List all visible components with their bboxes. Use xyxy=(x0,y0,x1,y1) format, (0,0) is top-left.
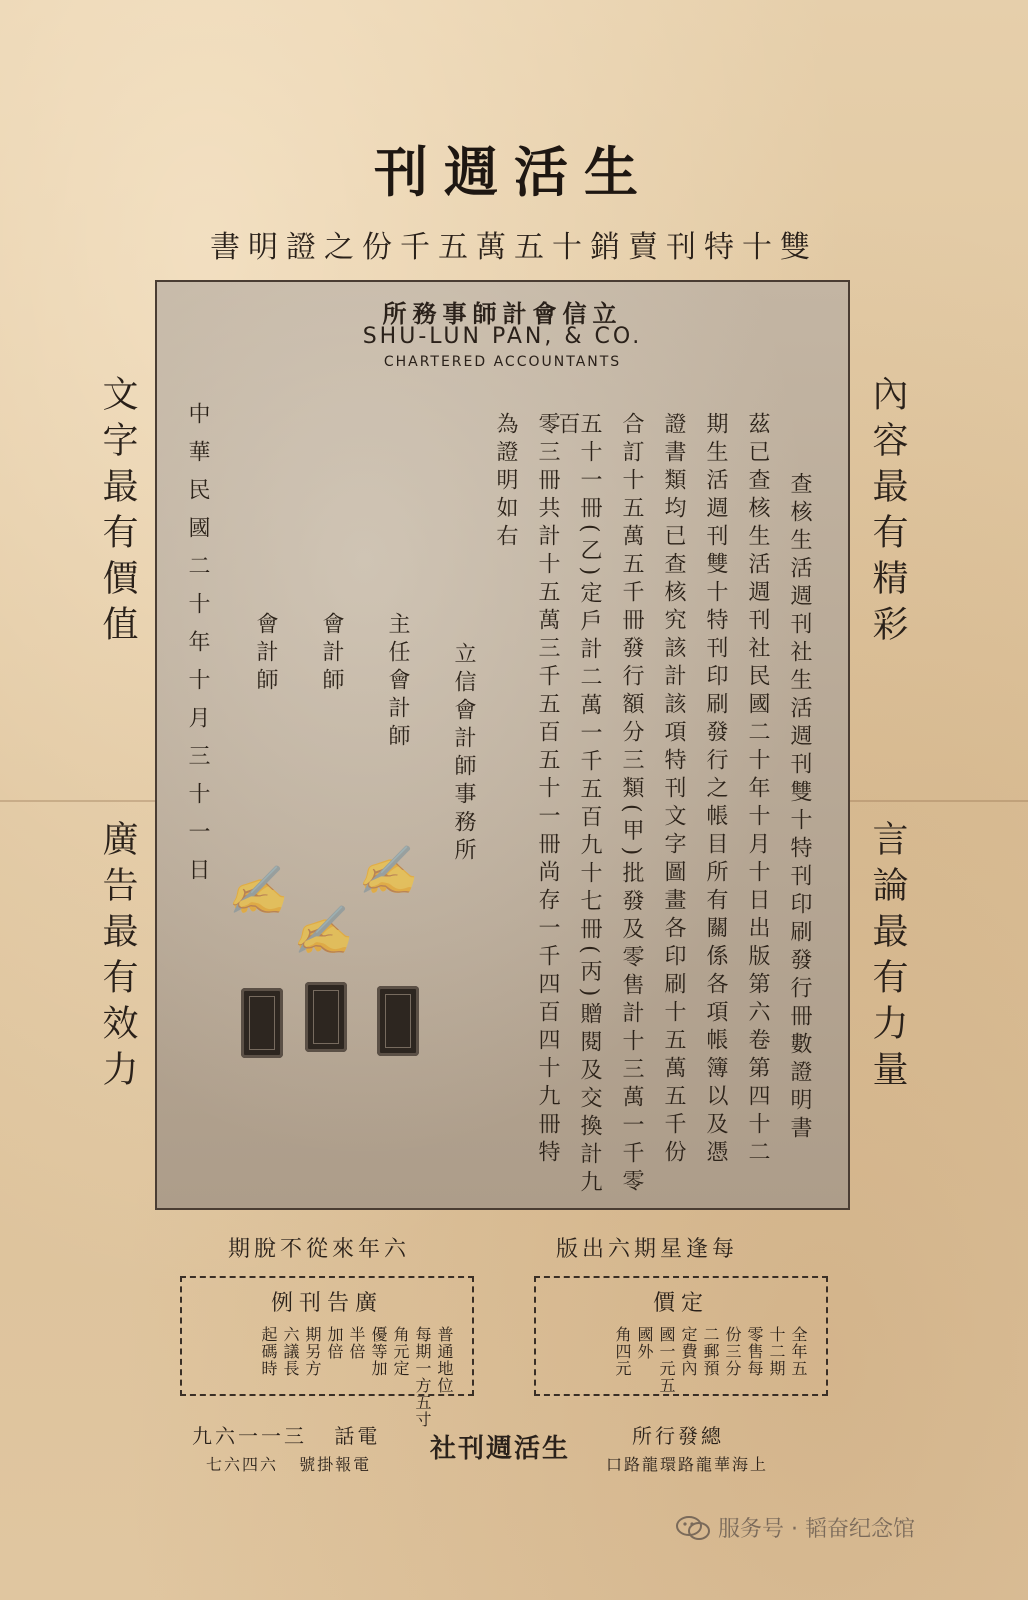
firm-subtitle: CHARTERED ACCOUNTANTS xyxy=(383,354,622,370)
cable-number: 七六四六 xyxy=(206,1455,279,1474)
ad-rates-column: 加倍 xyxy=(325,1326,344,1360)
seal-stamp xyxy=(377,986,419,1056)
price-column: 二郵預 xyxy=(701,1326,720,1377)
price-title: 價定 xyxy=(652,1291,709,1316)
slogan-left-bottom: 廣告最有效力 xyxy=(97,820,138,1096)
cable-line xyxy=(206,1452,371,1475)
phone-line xyxy=(192,1420,380,1449)
price-column: 定費內 xyxy=(679,1326,698,1377)
price-column: 零售每 xyxy=(745,1326,764,1377)
certificate-column: 合訂十五萬五千冊發行額分三類(甲)批發及零售計十三萬一千零 xyxy=(619,412,644,1198)
certificate-column: 茲已查核生活週刊社民國二十年十月十日出版第六卷第四十二 xyxy=(745,412,770,1168)
magazine-title: 刊週活生 xyxy=(374,140,654,204)
watermark-text: 服务号 · 韬奋纪念馆 xyxy=(718,1517,915,1542)
ad-rates-column: 優等加 xyxy=(369,1326,388,1377)
office-address: 口路龍環路龍華海上 xyxy=(606,1455,769,1474)
accountant-certificate xyxy=(155,280,850,1210)
wechat-icon xyxy=(676,1515,710,1541)
ad-rates-column: 六議長 xyxy=(281,1326,300,1377)
ad-rates-column: 半倍 xyxy=(347,1326,366,1360)
certificate-column: 為證明如右 xyxy=(493,412,518,552)
ad-rates-columns xyxy=(254,1326,452,1428)
publisher-name: 社刊週活生 xyxy=(430,1434,571,1464)
slogan-right-top: 內容最有精彩 xyxy=(867,375,908,651)
price-columns xyxy=(608,1326,806,1394)
publication-note-left: 期脫不從來年六 xyxy=(228,1237,411,1262)
certificate-column: 主任會計師 xyxy=(385,612,410,752)
seal-stamp xyxy=(305,982,347,1052)
certificate-column: 零三冊共計十五萬三千五百五十一冊尚存一千四百四十九冊特 xyxy=(535,412,560,1168)
cable-label: 號掛報電 xyxy=(299,1455,372,1474)
signature-mark: ✍ xyxy=(292,903,352,959)
ad-rates-column: 角元定 xyxy=(391,1326,410,1377)
ad-rates-column: 普通地位 xyxy=(435,1326,454,1394)
slogan-right-bottom: 言論最有力量 xyxy=(867,820,908,1096)
certificate-column: 五十一冊(乙)定戶計二萬一千五百九十七冊(丙)贈閱及交換計九百 xyxy=(555,412,602,1199)
ad-rates-column: 起碼時 xyxy=(259,1326,278,1377)
office-label: 所行發總 xyxy=(632,1424,724,1448)
certificate-column: 查核生活週刊社生活週刊雙十特刊印刷發行冊數證明書 xyxy=(787,472,812,1144)
certificate-date: 中華民國二十年十月三十一日 xyxy=(185,402,210,896)
price-column: 全年五 xyxy=(789,1326,808,1377)
certificate-heading: 書明證之份千五萬五十銷賣刊特十雙 xyxy=(210,230,818,265)
firm-name-english: SHU-LUN PAN, & CO. xyxy=(362,324,643,349)
certificate-column: 期生活週刊雙十特刊印刷發行之帳目所有關係各項帳簿以及憑 xyxy=(703,412,728,1168)
ad-rates-column: 每期一方五寸 xyxy=(413,1326,432,1428)
price-column: 國外 xyxy=(635,1326,654,1360)
firm-name-chinese: 所務事師計會信立 xyxy=(382,299,623,328)
price-column: 國一元五 xyxy=(657,1326,676,1394)
phone-label: 話電 xyxy=(334,1424,381,1448)
ad-rates-column: 期另方 xyxy=(303,1326,322,1377)
price-box xyxy=(534,1276,828,1396)
ad-rates-box xyxy=(180,1276,474,1428)
phone-number: 九六一一三 xyxy=(192,1424,307,1448)
seal-stamp xyxy=(241,988,283,1058)
source-watermark xyxy=(676,1512,915,1543)
certificate-column: 證書類均已查核究該計該項特刊文字圖畫各印刷十五萬五千份 xyxy=(661,412,686,1168)
price-column: 份三分 xyxy=(723,1326,742,1377)
signature-mark: ✍ xyxy=(357,843,417,899)
certificate-column: 立信會計師事務所 xyxy=(451,642,476,866)
slogan-left-top: 文字最有價值 xyxy=(97,375,138,651)
publication-note-right: 版出六期星逢每 xyxy=(556,1237,739,1262)
price-column: 十二期 xyxy=(767,1326,786,1377)
certificate-column: 會計師 xyxy=(319,612,344,696)
signature-mark: ✍ xyxy=(227,863,287,919)
ad-rates-title: 例刊告廣 xyxy=(270,1291,383,1316)
price-column: 角四元 xyxy=(613,1326,632,1377)
certificate-column: 會計師 xyxy=(253,612,278,696)
